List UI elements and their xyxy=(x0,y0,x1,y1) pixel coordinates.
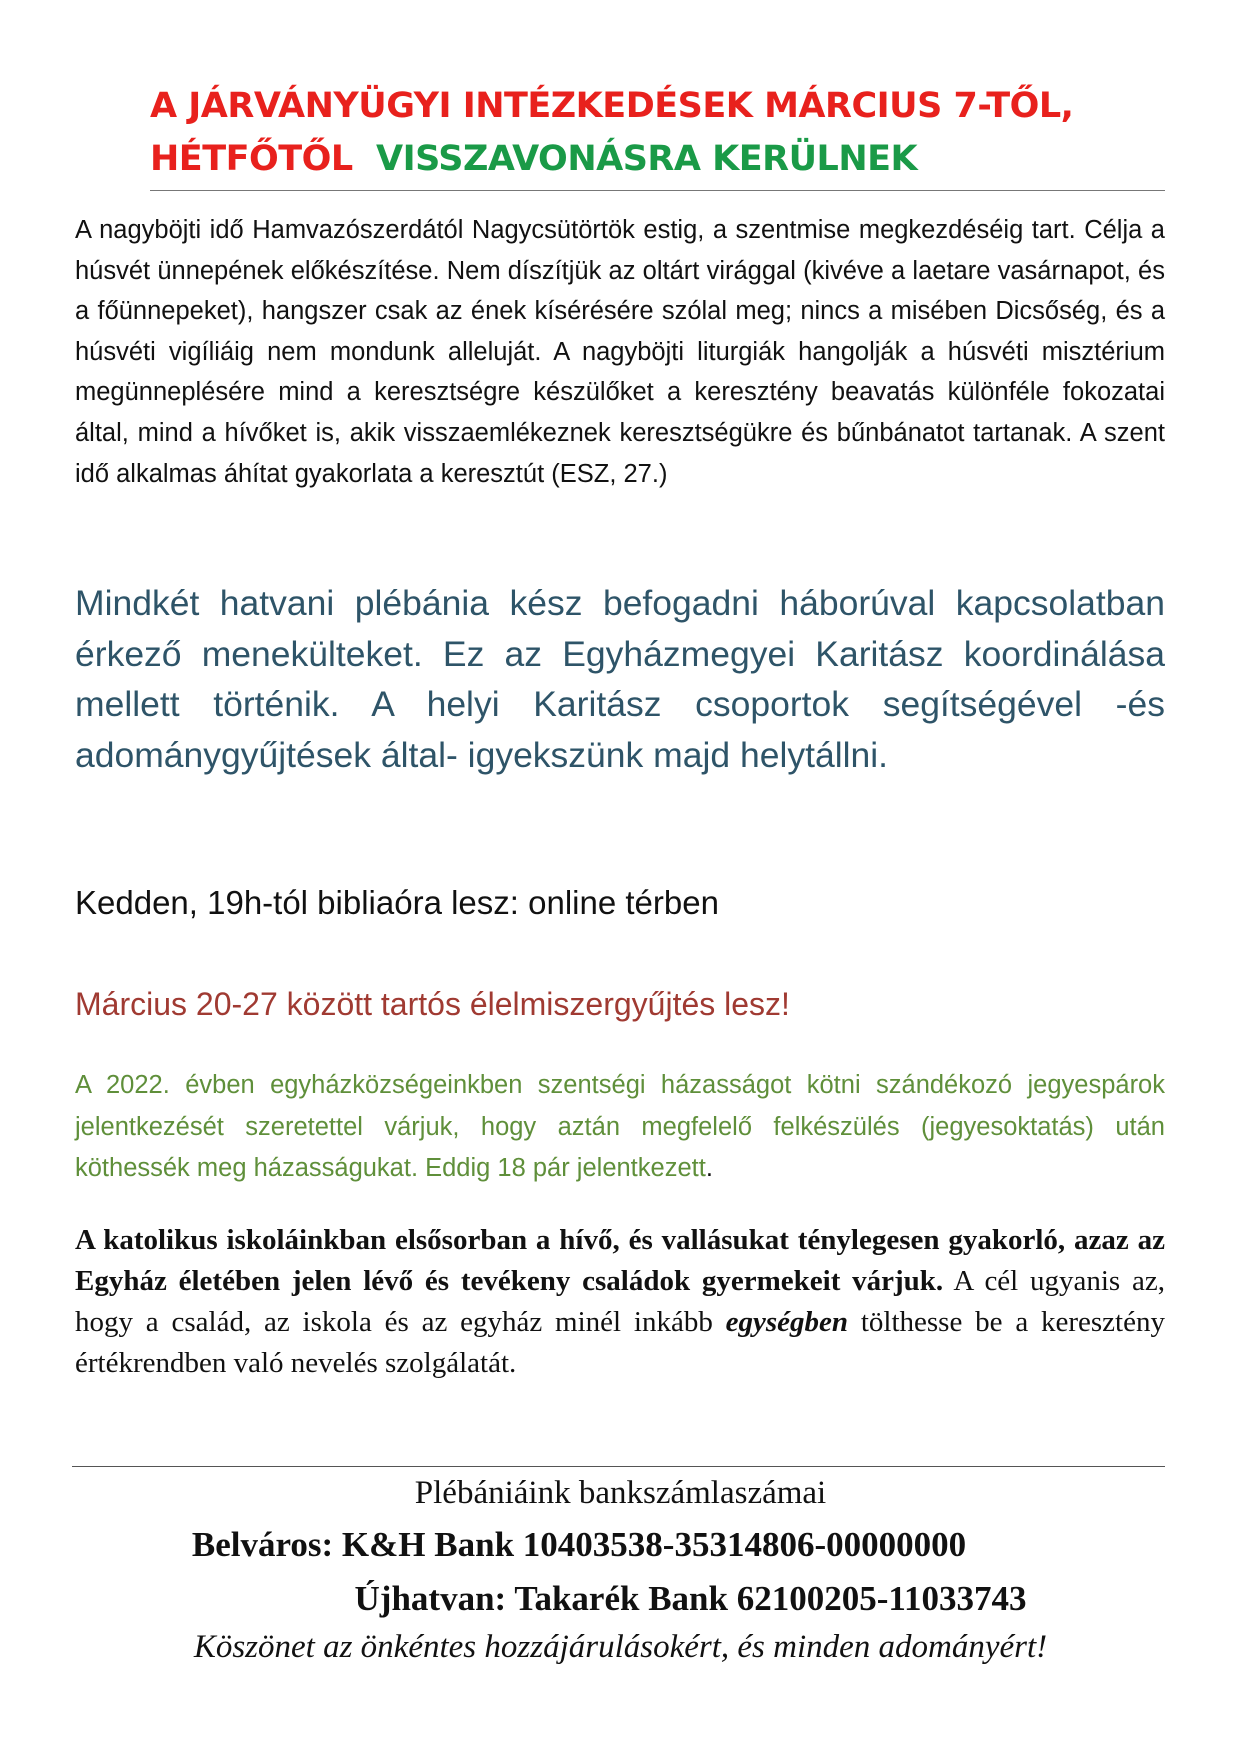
headline-line-2 xyxy=(150,133,1165,186)
school-paragraph-bold: A katolikus iskoláinkban elsősorban a hívő, és vallásukat ténylegesen gyakorló, azaz az Egyház életében jelen lévő és tevékeny családok gyermekeit várjuk. xyxy=(75,1224,1165,1297)
marriage-paragraph-text: A 2022. évben egyházközségeinkben szentségi házasságot kötni szándékozó jegyespárok jelentkezését szeretettel várjuk, hogy aztán megfelelő felkészülés (jegyesoktatás) után köthessék meg házasságukat. Eddig 18 pár jelentkezett xyxy=(75,1071,1165,1182)
bank-account-belvaros: Belváros: K&H Bank 10403538-35314806-00000000 xyxy=(191,1525,967,1564)
headline-line-1 xyxy=(150,80,1165,133)
footer-divider xyxy=(72,1466,1165,1467)
headline-line-1-text: A JÁRVÁNYÜGYI INTÉZKEDÉSEK MÁRCIUS 7-TŐL, xyxy=(150,86,1074,126)
headline-divider xyxy=(150,190,1165,191)
headline-line-2-green: VISSZAVONÁSRA KERÜLNEK xyxy=(376,139,918,179)
food-collection-notice: Március 20-27 között tartós élelmiszergyűjtés lesz! xyxy=(75,986,790,1022)
headline xyxy=(150,80,1165,186)
school-paragraph xyxy=(75,1220,1165,1384)
headline-line-2-red: HÉTFŐTŐL xyxy=(150,139,353,179)
refugee-paragraph: Mindkét hatvani plébánia kész befogadni háborúval kapcsolatban érkező menekülteket. Ez az Egyházmegyei Karitász koordinálása mellett történik. A helyi Karitász csoportok segítségével -és adománygyűjtések által- igyekszünk majd helytállni. xyxy=(75,583,1165,775)
school-paragraph-emphasis: egységben xyxy=(725,1306,849,1338)
marriage-paragraph xyxy=(75,1065,1165,1190)
school-paragraph-text-1: A cél ugyanis az, hogy a család, az iskola és az egyház minél inkább xyxy=(75,1265,1165,1338)
school-paragraph-text-2: tölthesse be a keresztény értékrendben való nevelés szolgálatát. xyxy=(75,1306,1165,1379)
thanks-note: Köszönet az önkéntes hozzájárulásokért, és minden adományért! xyxy=(193,1629,1048,1665)
bank-accounts-title: Plébániáink bankszámlaszámai xyxy=(414,1475,827,1511)
bank-account-ujhatvan: Újhatvan: Takarék Bank 62100205-11033743 xyxy=(354,1579,1027,1618)
marriage-paragraph-end: . xyxy=(705,1154,713,1182)
lent-paragraph: A nagyböjti idő Hamvazószerdától Nagycsütörtök estig, a szentmise megkezdéséig tart. Célja a húsvét ünnepének előkészítése. Nem díszítjük az oltárt virággal (kivéve a laetare vasárnapot, és a főünnepeket), hangszer csak az ének kísérésére szólal meg; nincs a misében Dicsőség, és a húsvéti vigíliáig nem mondunk alleluját. A nagyböjti liturgiák hangolják a húsvéti misztérium megünneplésére mind a keresztségre készülőket a keresztény beavatás különféle fokozatai által, mind a hívőket is, akik visszaemlékeznek keresztségükre és bűnbánatot tartanak. A szent idő alkalmas áhítat gyakorlata a keresztút (ESZ, 27.) xyxy=(75,216,1165,488)
bible-study-notice: Kedden, 19h-tól bibliaóra lesz: online térben xyxy=(75,884,719,921)
